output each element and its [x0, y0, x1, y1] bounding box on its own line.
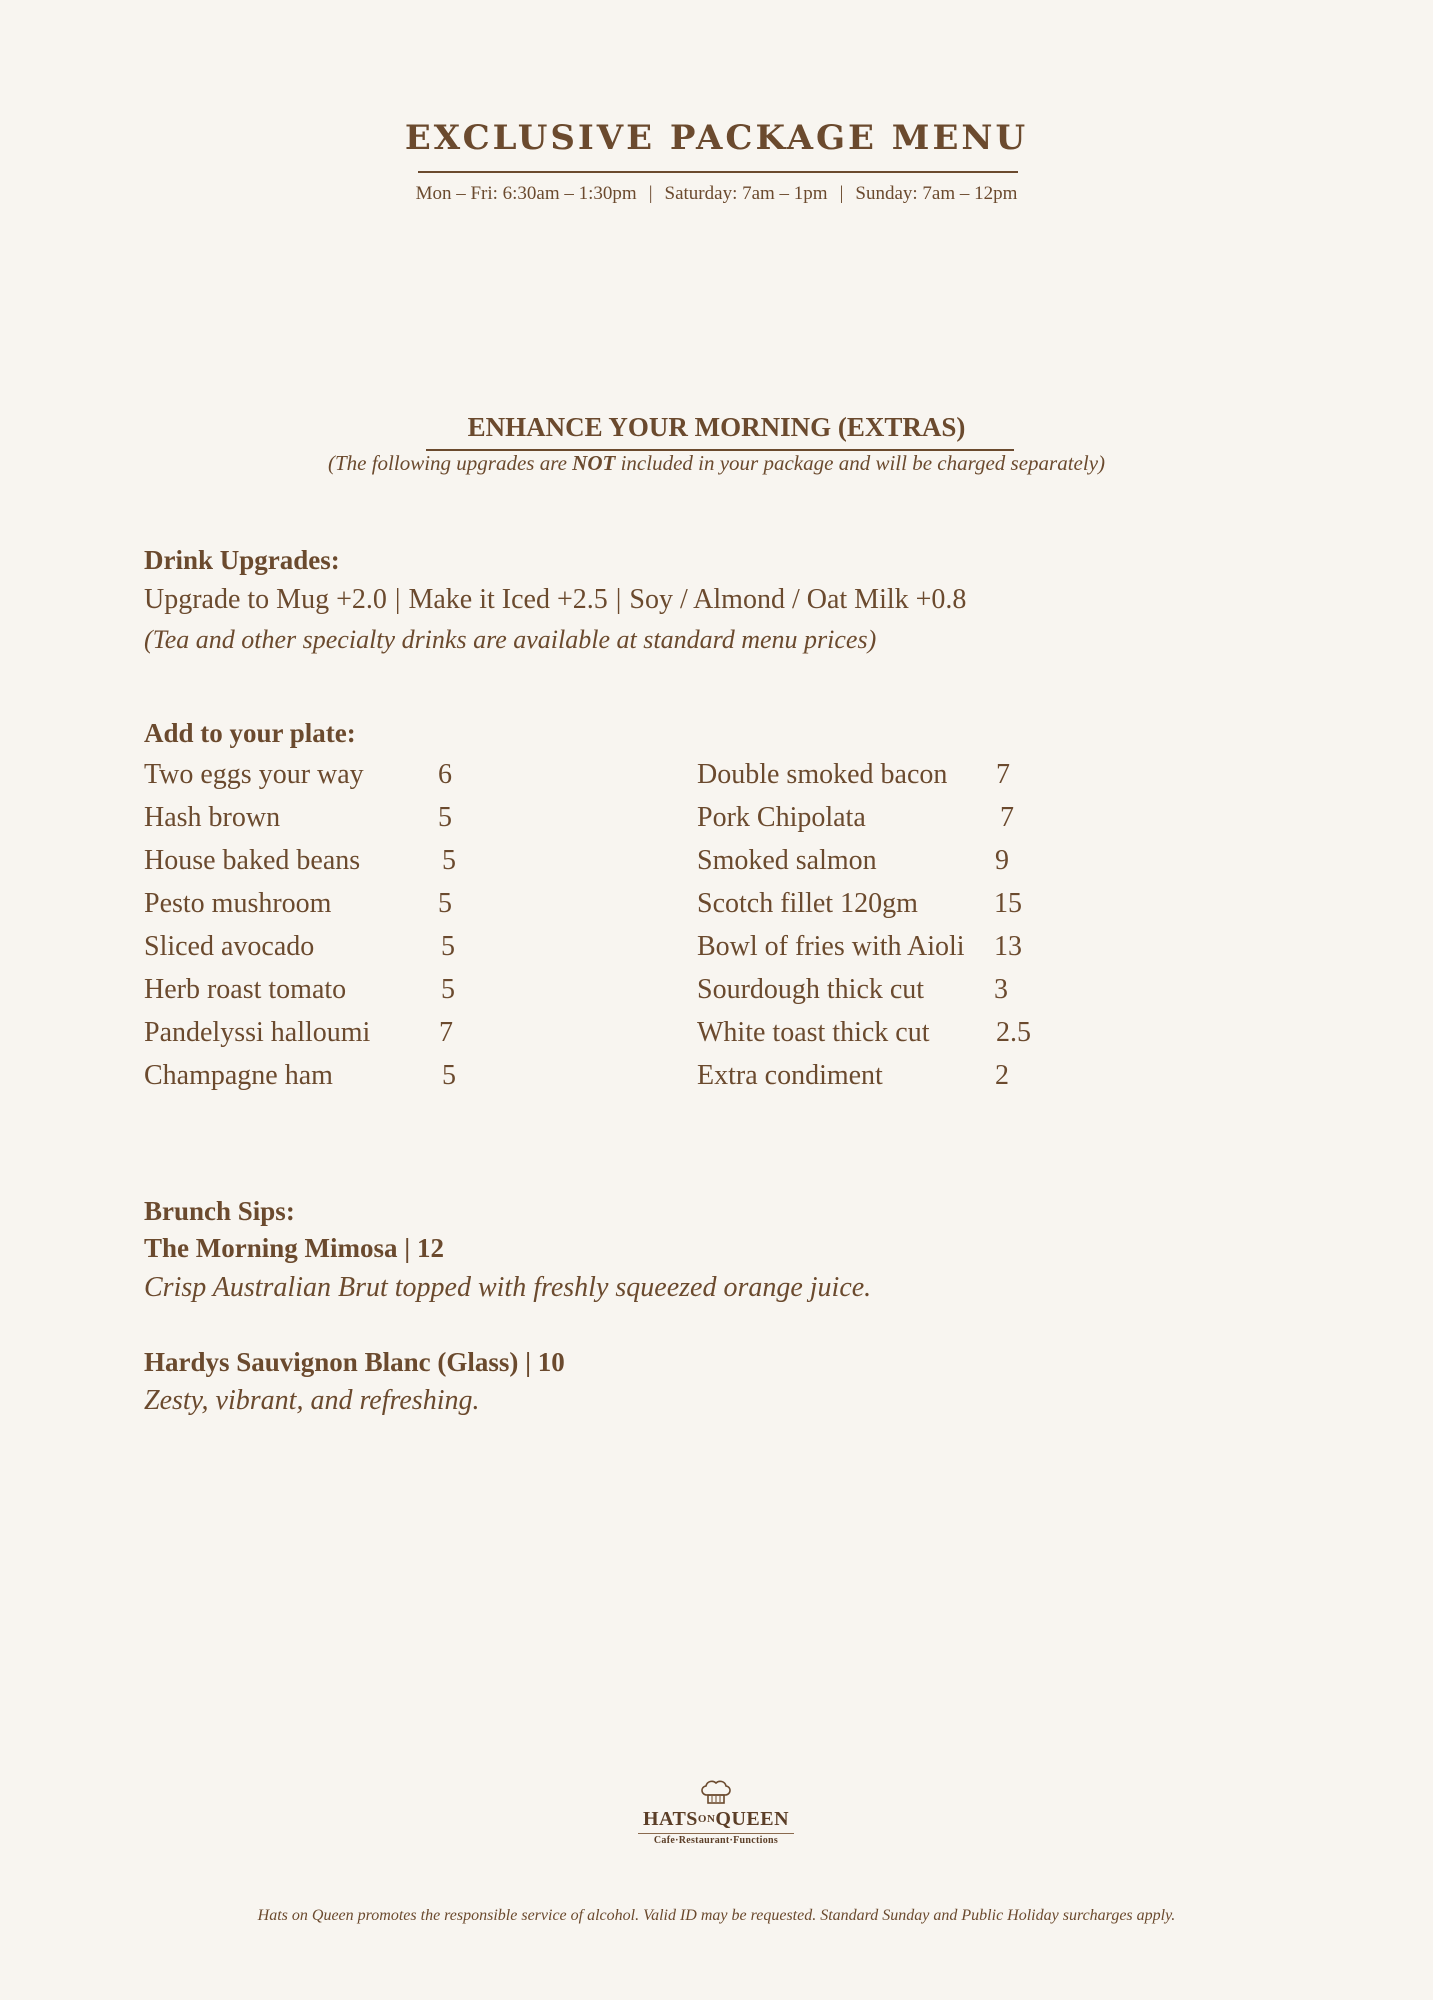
- plate-item: [144, 802, 452, 834]
- price-separator: |: [404, 1233, 411, 1263]
- item-price: 6: [438, 759, 452, 790]
- plate-item: [144, 1017, 453, 1049]
- drink-name: Hardys Sauvignon Blanc (Glass): [144, 1347, 519, 1377]
- item-price: 7: [1000, 802, 1014, 833]
- extras-note: [0, 451, 1433, 476]
- plate-item: [144, 759, 452, 791]
- extras-note-start: (The following upgrades are: [327, 451, 573, 475]
- drink-item-title: [144, 1347, 565, 1378]
- logo-wordmark: HATSONQUEEN: [642, 1808, 790, 1830]
- plate-item: [144, 931, 455, 963]
- plate-item: [697, 931, 1022, 963]
- item-name: Bowl of fries with Aioli: [697, 931, 965, 962]
- item-price: 9: [995, 845, 1009, 876]
- item-name: Champagne ham: [144, 1060, 333, 1091]
- logo-tagline: Cafe·Restaurant·Functions: [653, 1835, 779, 1846]
- item-price: 7: [439, 1017, 453, 1048]
- item-price: 2: [995, 1060, 1009, 1091]
- page-title: EXCLUSIVE PACKAGE MENU: [404, 118, 1029, 158]
- drink-price: 12: [416, 1233, 444, 1263]
- hours-sunday: Sunday: 7am – 12pm: [855, 183, 1018, 204]
- item-name: Sourdough thick cut: [697, 974, 925, 1005]
- drink-option: Make it Iced +2.5: [408, 584, 608, 615]
- footer-disclaimer: Hats on Queen promotes the responsible service of alcohol. Valid ID may be requested. Standard Sunday and Public Holiday surcharges apply.: [257, 1907, 1176, 1924]
- item-name: Double smoked bacon: [697, 759, 948, 790]
- item-name: Herb roast tomato: [144, 974, 347, 1005]
- item-name: Pesto mushroom: [144, 888, 332, 919]
- extras-title: ENHANCE YOUR MORNING (EXTRAS): [467, 412, 966, 442]
- item-name: Sliced avocado: [144, 931, 315, 962]
- item-price: 13: [994, 931, 1022, 962]
- plate-heading: Add to your plate:: [144, 718, 356, 748]
- item-price: 15: [994, 888, 1022, 919]
- plate-item: [697, 888, 1022, 920]
- brunch-sips-heading: Brunch Sips:: [144, 1196, 295, 1226]
- option-separator: |: [615, 584, 622, 615]
- item-name: Pork Chipolata: [697, 802, 866, 833]
- extras-note-end: included in your package and will be charged separately): [615, 451, 1106, 475]
- option-separator: |: [394, 584, 401, 615]
- hours-separator: |: [839, 183, 844, 204]
- item-price: 5: [438, 802, 452, 833]
- drink-option: Upgrade to Mug +2.0: [144, 584, 387, 615]
- item-price: 5: [442, 845, 456, 876]
- plate-item: [697, 845, 1009, 877]
- item-price: 3: [994, 974, 1008, 1005]
- item-name: Extra condiment: [697, 1060, 883, 1091]
- hours-weekday: Mon – Fri: 6:30am – 1:30pm: [415, 183, 637, 204]
- plate-item: [144, 974, 455, 1006]
- hours-saturday: Saturday: 7am – 1pm: [664, 183, 828, 204]
- logo-divider: [638, 1833, 794, 1834]
- item-name: Smoked salmon: [697, 845, 877, 876]
- item-price: 5: [441, 931, 455, 962]
- item-name: White toast thick cut: [697, 1017, 930, 1048]
- plate-item: [697, 759, 1010, 791]
- plate-item: [697, 802, 1014, 834]
- plate-item: [144, 1060, 456, 1092]
- drink-price: 10: [537, 1347, 565, 1377]
- plate-item: [697, 1017, 1031, 1049]
- extras-note-emphasis: NOT: [572, 451, 616, 475]
- item-name: Two eggs your way: [144, 759, 364, 790]
- brand-logo: [636, 1778, 796, 1848]
- drink-option: Soy / Almond / Oat Milk +0.8: [629, 584, 967, 615]
- item-name: Scotch fillet 120gm: [697, 888, 918, 919]
- drink-upgrades-heading: Drink Upgrades:: [144, 545, 340, 575]
- plate-item: [697, 1060, 1009, 1092]
- plate-item: [697, 974, 1008, 1006]
- hours-separator: |: [648, 183, 653, 204]
- drink-description: Crisp Australian Brut topped with freshly squeezed orange juice.: [144, 1272, 872, 1303]
- drink-description: Zesty, vibrant, and refreshing.: [144, 1385, 480, 1416]
- plate-item: [144, 845, 456, 877]
- item-price: 5: [438, 888, 452, 919]
- title-divider: [418, 171, 1018, 173]
- drink-name: The Morning Mimosa: [144, 1233, 398, 1263]
- chef-hat-icon: [699, 1778, 733, 1806]
- item-price: 5: [442, 1060, 456, 1091]
- plate-item: [144, 888, 452, 920]
- drink-upgrades-note: (Tea and other specialty drinks are available at standard menu prices): [144, 625, 877, 654]
- drink-item-title: [144, 1233, 444, 1264]
- item-name: House baked beans: [144, 845, 361, 876]
- drink-upgrades-options: [144, 584, 966, 616]
- price-separator: |: [525, 1347, 532, 1377]
- item-price: 2.5: [996, 1017, 1031, 1048]
- opening-hours: [0, 183, 1433, 205]
- item-price: 5: [441, 974, 455, 1005]
- item-name: Pandelyssi halloumi: [144, 1017, 371, 1048]
- item-price: 7: [996, 759, 1010, 790]
- item-name: Hash brown: [144, 802, 281, 833]
